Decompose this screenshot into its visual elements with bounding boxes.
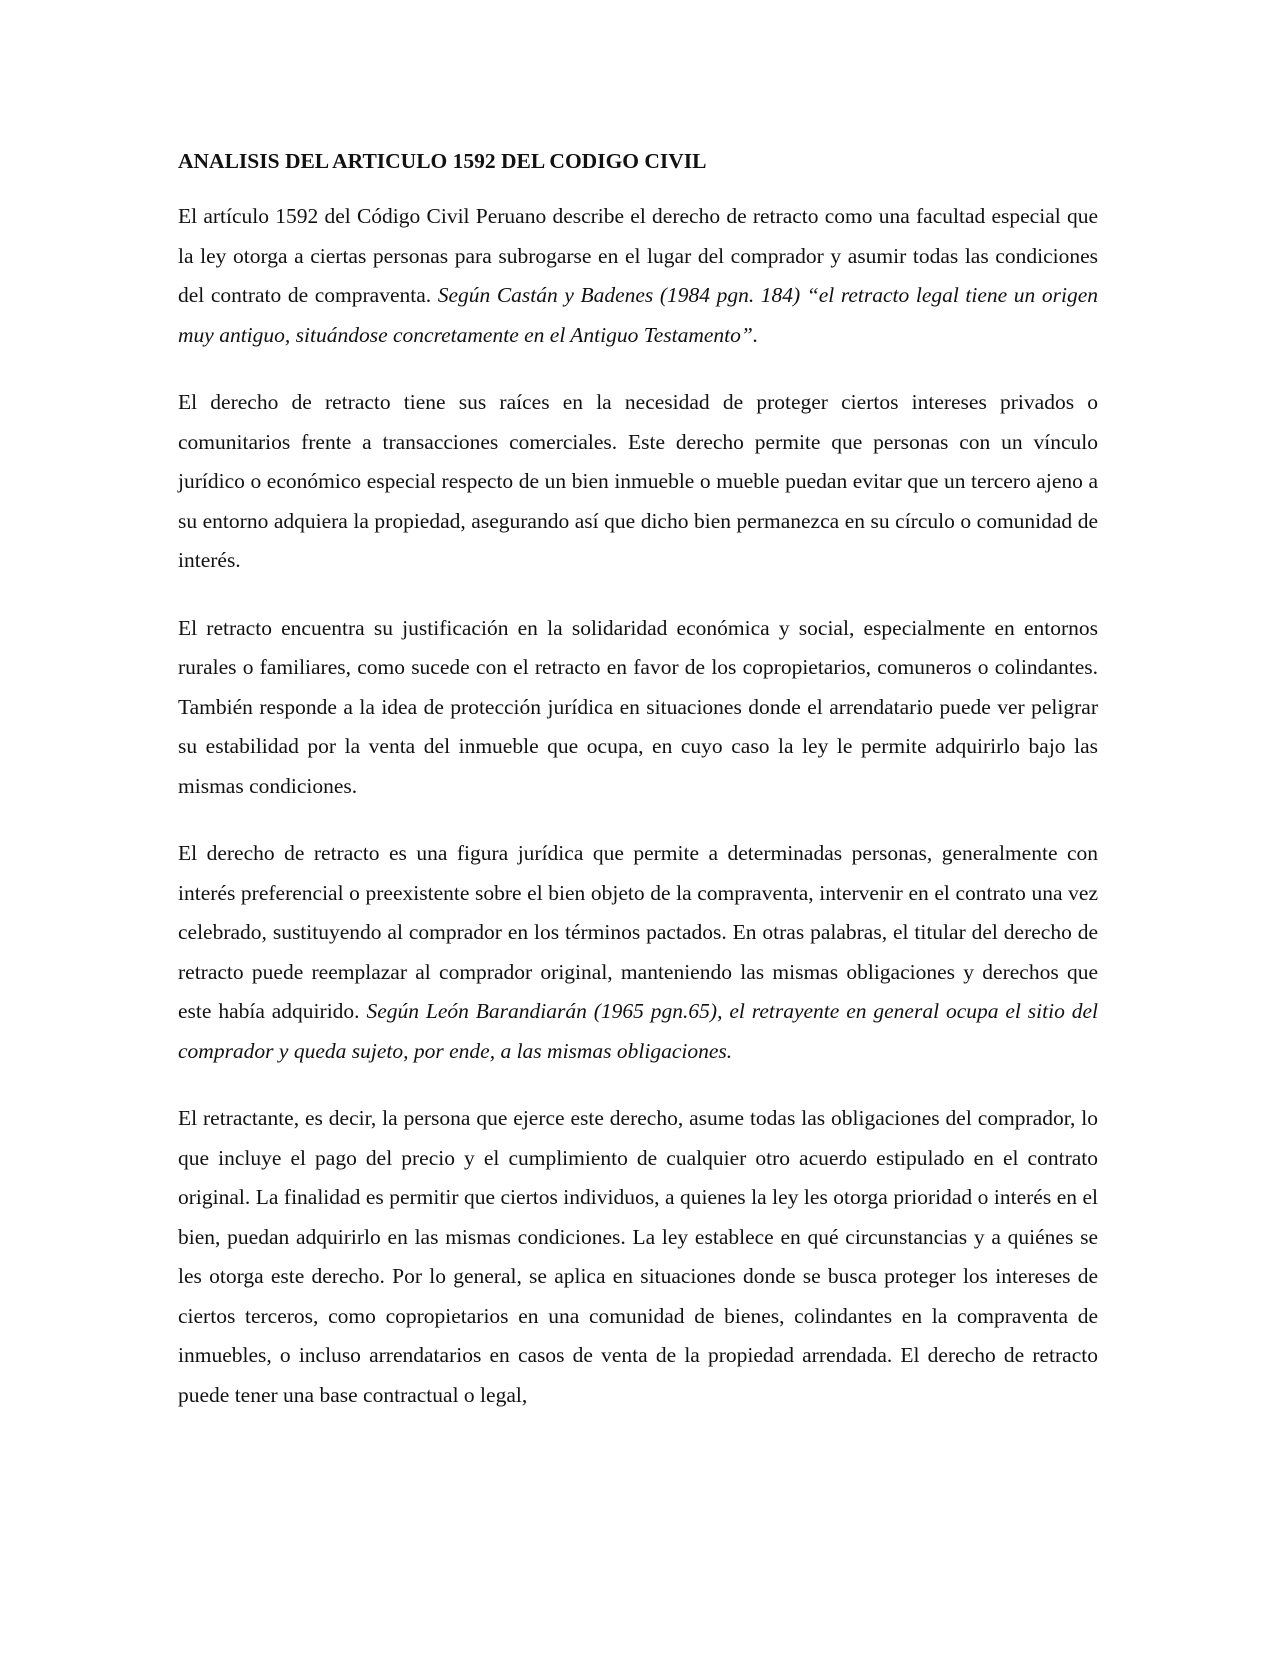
paragraph-citation: Según Castán y Badenes (1984 pgn. 184) “el retracto legal tiene un origen muy antiguo, situándose concretamente en el Antiguo Testamento”. bbox=[178, 283, 1098, 347]
paragraph-text: El artículo 1592 del Código Civil Peruano describe el derecho de retracto como una facultad especial que la ley otorga a ciertas personas para subrogarse en el lugar del comprador y asumir todas las condiciones del contrato de compraventa. bbox=[178, 204, 1098, 307]
paragraph-1 bbox=[178, 197, 1098, 355]
paragraph-citation: Según León Barandiarán (1965 pgn.65), el retrayente en general ocupa el sitio del comprador y queda sujeto, por ende, a las mismas obligaciones. bbox=[178, 999, 1098, 1063]
paragraph-text: El derecho de retracto tiene sus raíces en la necesidad de proteger ciertos intereses privados o comunitarios frente a transacciones comerciales. Este derecho permite que personas con un vínculo jurídico o económico especial respecto de un bien inmueble o mueble puedan evitar que un tercero ajeno a su entorno adquiera la propiedad, asegurando así que dicho bien permanezca en su círculo o comunidad de interés. bbox=[178, 390, 1098, 572]
document-title: ANALISIS DEL ARTICULO 1592 DEL CODIGO CIVIL bbox=[178, 149, 707, 173]
paragraph-3 bbox=[178, 609, 1098, 807]
paragraph-text: El derecho de retracto es una figura jurídica que permite a determinadas personas, generalmente con interés preferencial o preexistente sobre el bien objeto de la compraventa, intervenir en el contrato una vez celebrado, sustituyendo al comprador en los términos pactados. En otras palabras, el titular del derecho de retracto puede reemplazar al comprador original, manteniendo las mismas obligaciones y derechos que este había adquirido. bbox=[178, 841, 1098, 1023]
document-body bbox=[178, 146, 1098, 1415]
paragraph-4 bbox=[178, 834, 1098, 1071]
paragraph-text: El retracto encuentra su justificación en la solidaridad económica y social, especialmente en entornos rurales o familiares, como sucede con el retracto en favor de los copropietarios, comuneros o colindantes. También responde a la idea de protección jurídica en situaciones donde el arrendatario puede ver peligrar su estabilidad por la venta del inmueble que ocupa, en cuyo caso la ley le permite adquirirlo bajo las mismas condiciones. bbox=[178, 615, 1098, 798]
paragraph-5 bbox=[178, 1099, 1098, 1415]
paragraph-text: El retractante, es decir, la persona que ejerce este derecho, asume todas las obligaciones del comprador, lo que incluye el pago del precio y el cumplimiento de cualquier otro acuerdo estipulado en el contrato original. La finalidad es permitir que ciertos individuos, a quienes la ley les otorga prioridad o interés en el bien, puedan adquirirlo en las mismas condiciones. La ley establece en qué circunstancias y a quiénes se les otorga este derecho. Por lo general, se aplica en situaciones donde se busca proteger los intereses de ciertos terceros, como copropietarios en una comunidad de bienes, colindantes en la compraventa de inmuebles, o incluso arrendatarios en casos de venta de la propiedad arrendada. El derecho de retracto puede tener una base contractual o legal, bbox=[178, 1106, 1098, 1407]
paragraph-2 bbox=[178, 383, 1098, 581]
